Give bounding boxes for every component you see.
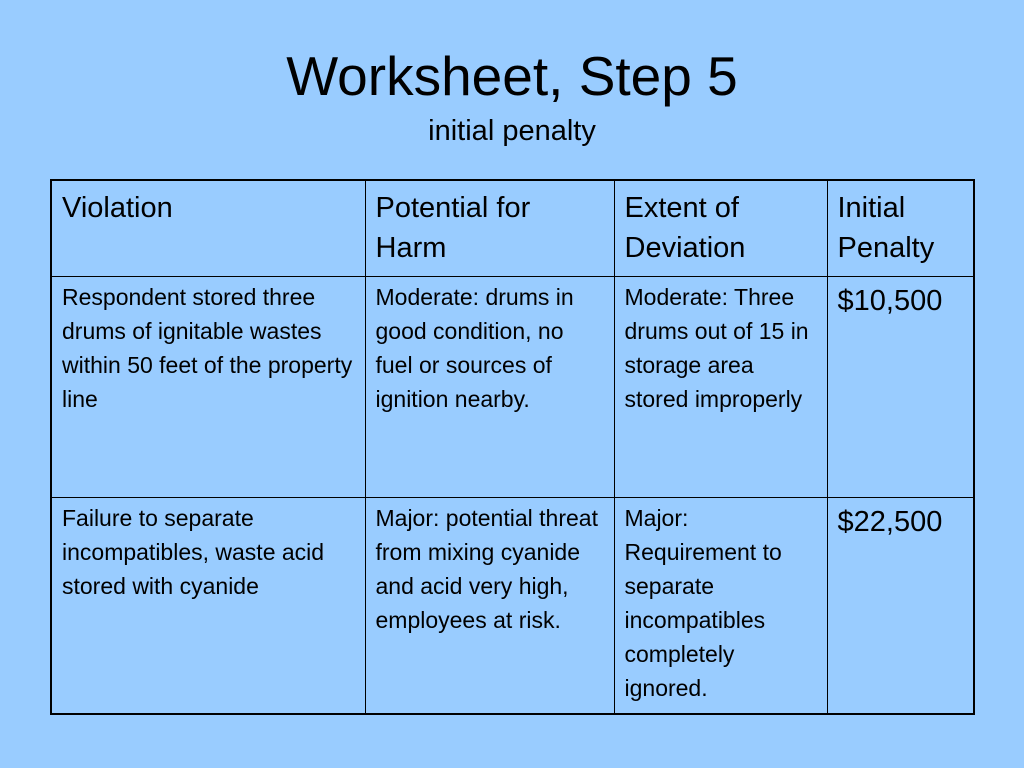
header-potential-for-harm: Potential for Harm: [365, 180, 614, 277]
cell-extent-of-deviation: Major: Requirement to separate incompatibles completely ignored.: [614, 498, 827, 715]
slide-subtitle: initial penalty: [428, 115, 596, 147]
cell-extent-of-deviation: Moderate: Three drums out of 15 in storage area stored improperly: [614, 277, 827, 498]
cell-violation: Respondent stored three drums of ignitable wastes within 50 feet of the property line: [51, 277, 365, 498]
cell-potential-for-harm: Moderate: drums in good condition, no fuel or sources of ignition nearby.: [365, 277, 614, 498]
table-row: [51, 498, 974, 715]
slide-title: Worksheet, Step 5: [286, 45, 738, 107]
cell-initial-penalty: $10,500: [827, 277, 974, 498]
cell-potential-for-harm: Major: potential threat from mixing cyanide and acid very high, employees at risk.: [365, 498, 614, 715]
cell-initial-penalty: $22,500: [827, 498, 974, 715]
header-extent-of-deviation: Extent of Deviation: [614, 180, 827, 277]
penalty-table: [50, 179, 975, 715]
header-violation: Violation: [51, 180, 365, 277]
table-header-row: [51, 180, 974, 277]
cell-violation: Failure to separate incompatibles, waste acid stored with cyanide: [51, 498, 365, 715]
table-row: [51, 277, 974, 498]
header-initial-penalty: Initial Penalty: [827, 180, 974, 277]
